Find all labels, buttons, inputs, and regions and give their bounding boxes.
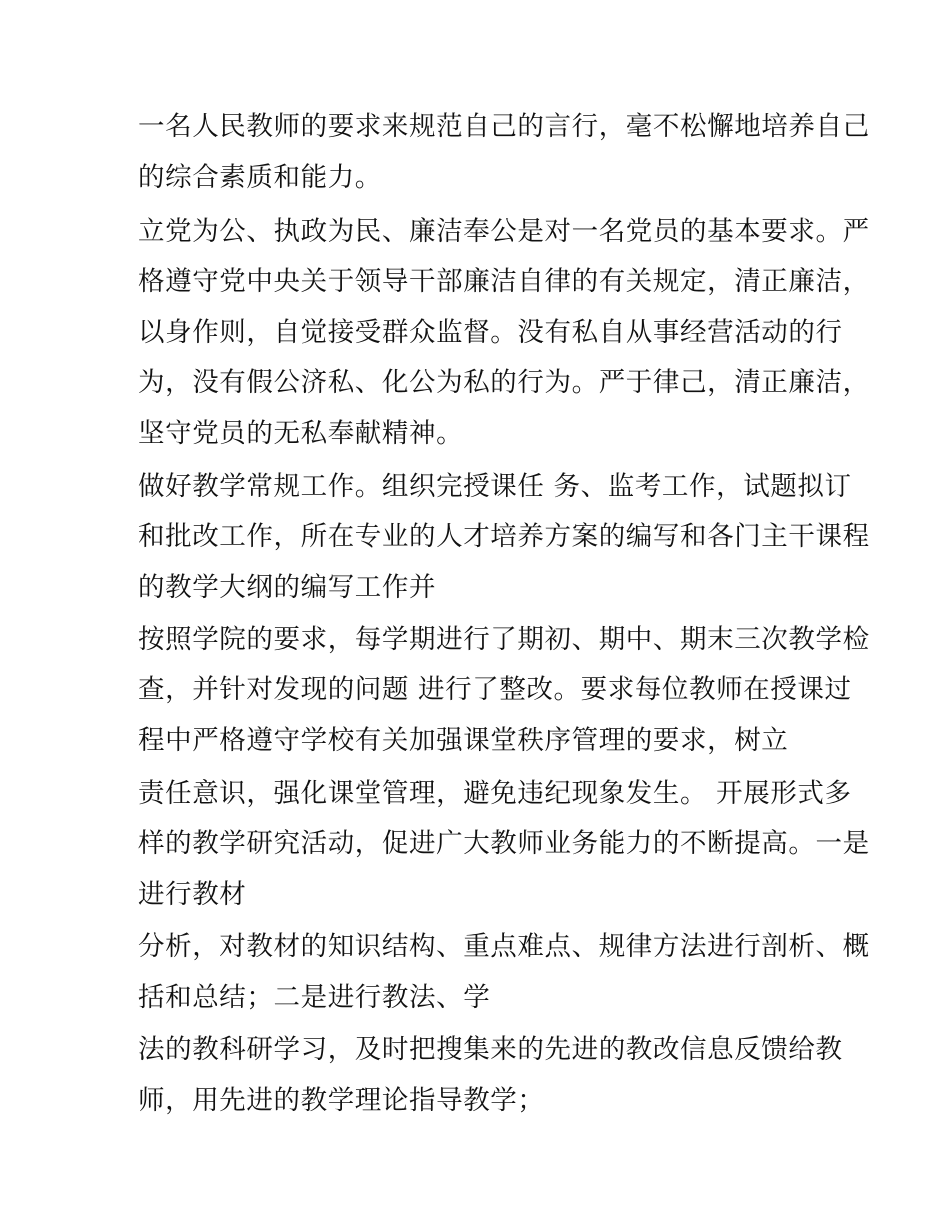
text-line: 和批改工作，所在专业的人才培养方案的编写和各门主干课程 (138, 521, 870, 552)
text-line: 查，并针对发现的问题 进行了整改。要求每位教师在授课过 (138, 674, 852, 705)
text-line: 的教学大纲的编写工作并 (138, 572, 437, 603)
text-line: 坚守党员的无私奉献精神。 (138, 418, 464, 449)
text-line: 立党为公、执政为民、廉洁奉公是对一名党员的基本要求。严 (138, 216, 870, 247)
text-line: 以身作则，自觉接受群众监督。没有私自从事经营活动的行 (138, 317, 843, 348)
text-line: 样的教学研究活动，促进广大教师业务能力的不断提高。一是 (138, 828, 870, 859)
text-line: 程中严格遵守学校有关加强课堂秩序管理的要求，树立 (138, 725, 789, 756)
text-line: 的综合素质和能力。 (138, 162, 382, 193)
text-line: 分析，对教材的知识结构、重点难点、规律方法进行剖析、概 (138, 931, 870, 962)
text-line: 括和总结；二是进行教法、学 (138, 982, 491, 1013)
text-line: 责任意识，强化课堂管理，避免违纪现象发生。 开展形式多 (138, 778, 852, 809)
text-line: 格遵守党中央关于领导干部廉洁自律的有关规定，清正廉洁， (138, 266, 870, 297)
text-line: 法的教科研学习，及时把搜集来的先进的教改信息反馈给教 (138, 1034, 843, 1065)
text-line: 师，用先进的教学理论指导教学； (138, 1085, 545, 1116)
text-line: 一名人民教师的要求来规范自己的言行，毫不松懈地培养自己 (138, 111, 870, 142)
text-line: 进行教材 (138, 879, 247, 910)
text-line: 按照学院的要求，每学期进行了期初、期中、期末三次教学检 (138, 624, 870, 655)
text-line: 做好教学常规工作。组织完授课任 务、监考工作，试题拟订 (138, 471, 852, 502)
text-line: 为，没有假公济私、化公为私的行为。严于律己，清正廉洁， (138, 367, 870, 398)
